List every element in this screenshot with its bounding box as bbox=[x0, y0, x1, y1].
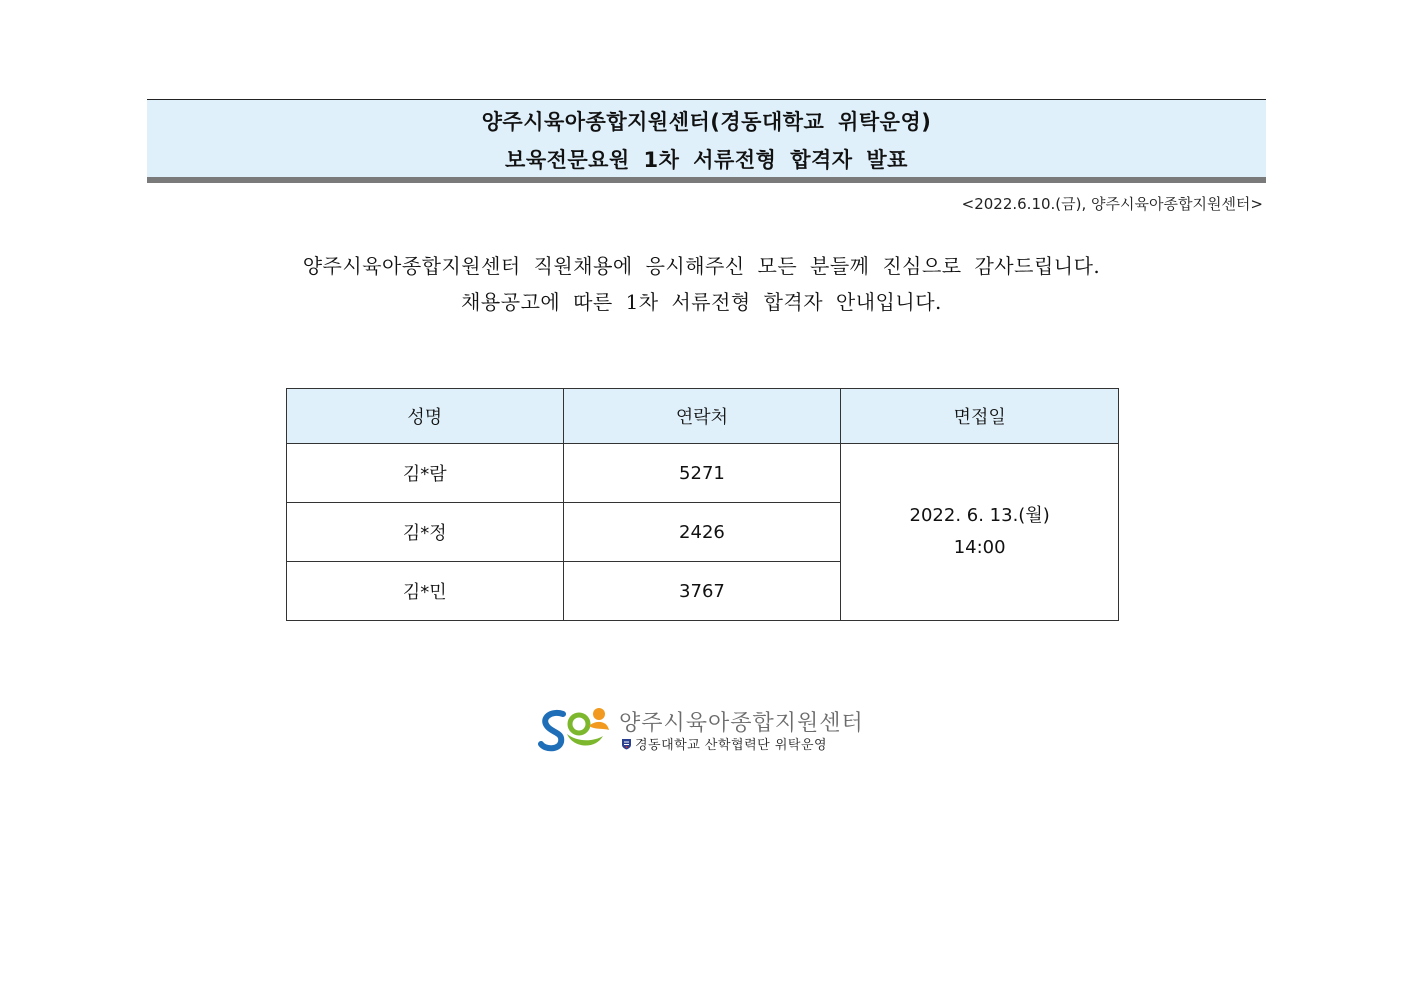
cell-contact: 2426 bbox=[563, 503, 841, 562]
logo-operator-text: 경동대학교 산학협력단 위탁운영 bbox=[635, 738, 828, 753]
table-row bbox=[287, 444, 1119, 503]
cell-name: 김*람 bbox=[287, 444, 564, 503]
intro-paragraph-1: 양주시육아종합지원센터 직원채용에 응시해주신 모든 분들께 진심으로 감사드립니다. bbox=[302, 254, 1101, 278]
announcement-date: <2022.6.10.(금), 양주시육아종합지원센터> bbox=[961, 195, 1263, 213]
column-header-name: 성명 bbox=[287, 389, 564, 444]
cell-contact: 3767 bbox=[563, 562, 841, 621]
results-table bbox=[286, 388, 1119, 621]
column-header-contact: 연락처 bbox=[563, 389, 841, 444]
cell-interview-schedule bbox=[841, 444, 1119, 621]
cell-contact: 5271 bbox=[563, 444, 841, 503]
logo-center-name: 양주시육아종합지원센터 bbox=[619, 711, 864, 736]
university-emblem-icon bbox=[621, 738, 632, 750]
table-header-row bbox=[287, 389, 1119, 444]
center-logo bbox=[537, 700, 877, 756]
title-banner bbox=[147, 99, 1266, 183]
cell-name: 김*민 bbox=[287, 562, 564, 621]
column-header-interview-date: 면접일 bbox=[841, 389, 1119, 444]
interview-date: 2022. 6. 13.(월) bbox=[909, 505, 1050, 526]
logo-operator-line bbox=[621, 734, 827, 753]
center-logo-mark-icon bbox=[537, 704, 613, 754]
interview-time: 14:00 bbox=[953, 537, 1006, 558]
page-title: 양주시육아종합지원센터(경동대학교 위탁운영) bbox=[481, 110, 932, 134]
cell-name: 김*정 bbox=[287, 503, 564, 562]
page-subtitle: 보육전문요원 1차 서류전형 합격자 발표 bbox=[505, 148, 908, 172]
intro-paragraph-2: 채용공고에 따른 1차 서류전형 합격자 안내입니다. bbox=[461, 290, 942, 314]
